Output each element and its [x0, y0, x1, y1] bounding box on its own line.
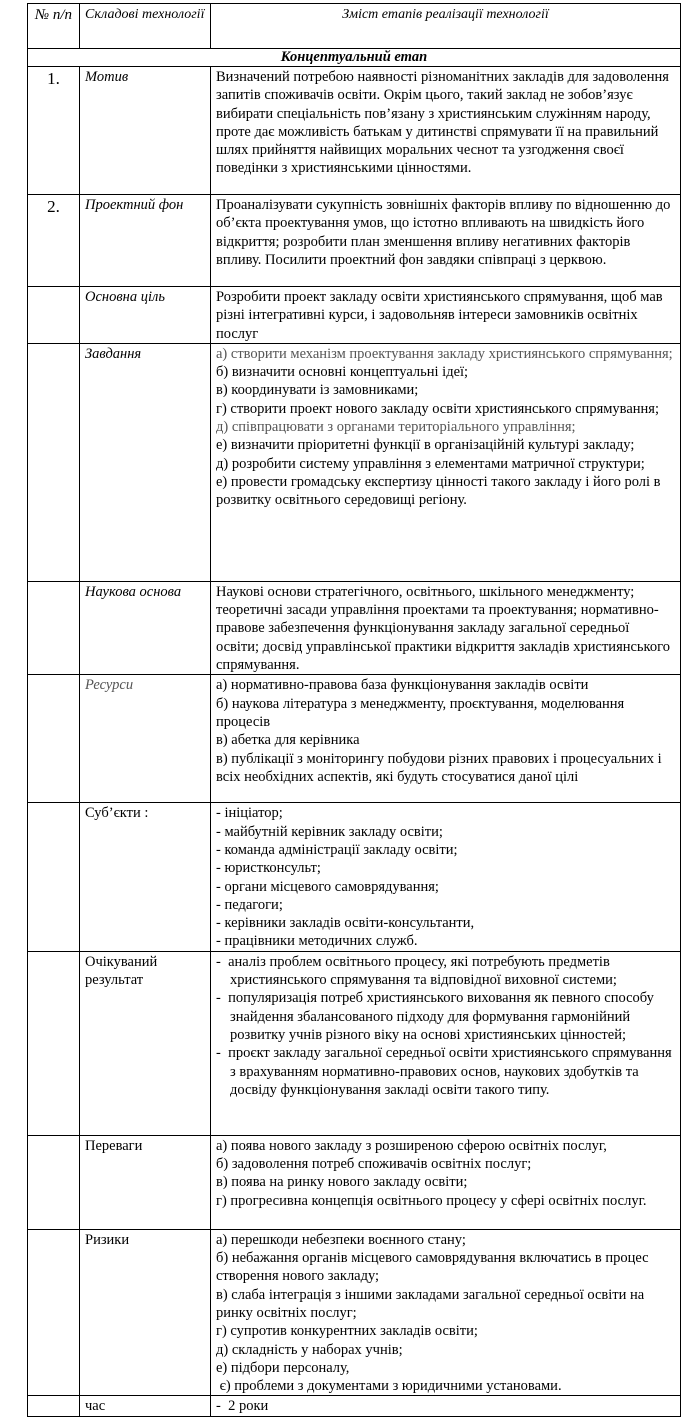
table-row-advantages	[28, 1135, 681, 1229]
list-item: - педагоги;	[216, 896, 283, 913]
list-item: є) проблеми з документами з юридичними установами.	[216, 1378, 562, 1395]
list-item: г) створити проект нового закладу освіти християнського спрямування;	[216, 400, 659, 417]
row-number	[28, 1229, 80, 1396]
table-row-time	[28, 1396, 681, 1416]
row-label-risks: Ризики	[80, 1229, 211, 1396]
list-item: е) визначити пріоритетні функції в організаційній культурі закладу;	[216, 437, 635, 454]
list-item: а) створити механізм проектування закладу християнського спрямування;	[216, 345, 673, 362]
list-item: г) прогресивна концепція освітнього процесу у сфері освітніх послуг.	[216, 1192, 647, 1209]
list-item: в) абетка для керівника	[216, 732, 360, 749]
list-item: - майбутній керівник закладу освіти;	[216, 823, 443, 840]
list-item: в) координувати із замовниками;	[216, 382, 419, 399]
technology-stages-table	[27, 3, 681, 1417]
list-item: е) провести громадську експертизу цінності такого закладу і його ролі в розвитку освітнього середовищі регіону.	[216, 473, 661, 509]
list-item: б) задоволення потреб споживачів освітніх послуг;	[216, 1156, 532, 1173]
list-item: д) складність у наборах учнів;	[216, 1341, 403, 1358]
row-number	[28, 287, 80, 344]
list-item: а) поява нового закладу з розширеною сферою освітніх послуг,	[216, 1137, 607, 1154]
row-label-expected-result: Очікуваний результат	[80, 951, 211, 1135]
row-label-scientific-basis: Наукова основа	[80, 581, 211, 674]
list-item: - проєкт закладу загальної середньої освіти християнського спрямування з врахуванням нормативно-правових основ, наукових здобутків та досвіду функціонування закладі освіти такого типу.	[216, 1045, 672, 1098]
list-item: - працівники методичних служб.	[216, 933, 418, 950]
list-item: - керівники закладів освіти-консультанти,	[216, 915, 475, 932]
list-item: д) співпрацювати з органами територіального управління;	[216, 419, 576, 436]
row-text-time: - 2 роки	[211, 1396, 681, 1416]
list-item: б) наукова література з менеджменту, проєктування, моделювання процесів	[216, 695, 625, 730]
row-number	[28, 951, 80, 1135]
list-item: б) визначити основні концептуальні ідеї;	[216, 364, 469, 381]
row-text-project-background: Проаналізувати сукупність зовнішніх факторів впливу по відношенню до об’єкта проектування умов, що істотно впливають на швидкість його відкриття; розробити план зменшення впливу негативних факторів впливу. Посилити проектний фон завдяки співпраці з церквою.	[211, 195, 681, 287]
table-row-resources	[28, 675, 681, 803]
row-number: 2.	[28, 195, 80, 287]
list-item: в) публікації з моніторингу побудови різних правових і процесуальних і всіх необхідних аспектів, які будуть стосуватися даної цілі	[216, 750, 662, 785]
table-row-tasks	[28, 343, 681, 581]
list-item: - аналіз проблем освітнього процесу, які потребують предметів християнського спрямування та відповідної виховної системи;	[216, 953, 617, 989]
header-content: Зміст етапів реалізації технології	[211, 4, 681, 49]
table-header-row	[28, 4, 681, 49]
table-row-risks	[28, 1229, 681, 1396]
row-label-tasks: Завдання	[80, 343, 211, 581]
row-number	[28, 803, 80, 951]
row-label-main-goal: Основна ціль	[80, 287, 211, 344]
row-text-motive: Визначений потребою наявності різноманітних закладів для задоволення запитів споживачів освіти. Окрім цього, такий заклад не зобов’язує вибирати спеціальність пов’язану з християнським служінням народу, проте дає можливість батькам у дитинстві спрямувати її на правильний шлях прийняття найвищих моральних чеснот та узгодження своєї поведінки з християнськими цінностями.	[211, 67, 681, 195]
row-label-time: час	[80, 1396, 211, 1416]
row-list-risks	[211, 1229, 681, 1396]
table-row-expected-result	[28, 951, 681, 1135]
row-list-expected-result	[211, 951, 681, 1135]
list-item: а) перешкоди небезпеки воєнного стану;	[216, 1231, 466, 1248]
header-components: Складові технології	[80, 4, 211, 49]
list-item: - команда адміністрації закладу освіти;	[216, 841, 458, 858]
row-number	[28, 1135, 80, 1229]
row-label-resources: Ресурси	[80, 675, 211, 803]
table-row-project-background	[28, 195, 681, 287]
row-list-subjects	[211, 803, 681, 951]
row-label-advantages: Переваги	[80, 1135, 211, 1229]
list-item: - юристконсульт;	[216, 860, 321, 877]
row-number	[28, 343, 80, 581]
list-item: - органи місцевого самоврядування;	[216, 878, 439, 895]
row-list-advantages	[211, 1135, 681, 1229]
header-number: № п/п	[28, 4, 80, 49]
list-item: - популяризація потреб християнського виховання як певного способу знайдення збалансованого підходу для формування гармонійний розвитку учнів різного віку на основі християнських цінностей;	[216, 990, 654, 1043]
list-item: д) розробити систему управління з елементами матричної структури;	[216, 455, 645, 472]
row-label-project-background: Проектний фон	[80, 195, 211, 287]
row-text-main-goal: Розробити проект закладу освіти християнського спрямування, щоб мав різні інтегративні курси, і задовольняв інтереси замовників освітніх послуг	[211, 287, 681, 344]
row-number	[28, 1396, 80, 1416]
table-row-scientific-basis	[28, 581, 681, 674]
row-text-scientific-basis: Наукові основи стратегічного, освітнього, шкільного менеджменту; теоретичні засади управління проектами та проектування; нормативно-правове забезпечення функціонування закладу загальної середньої освіти; досвід управлінської практики відкриття закладів християнського спрямування.	[211, 581, 681, 674]
row-number	[28, 581, 80, 674]
list-item: в) поява на ринку нового закладу освіти;	[216, 1174, 468, 1191]
list-item: - ініціатор;	[216, 805, 283, 822]
table-row-main-goal	[28, 287, 681, 344]
row-label-subjects: Суб’єкти :	[80, 803, 211, 951]
table-row-subjects	[28, 803, 681, 951]
row-number: 1.	[28, 67, 80, 195]
row-label-motive: Мотив	[80, 67, 211, 195]
list-item: в) слаба інтеграція з іншими закладами загальної середньої освіти на ринку освітніх послуг;	[216, 1286, 645, 1321]
row-list-resources	[211, 675, 681, 803]
list-item: б) небажання органів місцевого самоврядування включатись в процес створення нового закладу;	[216, 1250, 649, 1285]
table-row-motive	[28, 67, 681, 195]
stage-row	[28, 49, 681, 67]
stage-title: Концептуальний етап	[28, 49, 681, 67]
row-list-tasks	[211, 343, 681, 581]
list-item: а) нормативно-правова база функціонування закладів освіти	[216, 677, 589, 694]
list-item: г) супротив конкурентних закладів освіти;	[216, 1323, 478, 1340]
row-number	[28, 675, 80, 803]
list-item: е) підбори персоналу,	[216, 1359, 350, 1376]
